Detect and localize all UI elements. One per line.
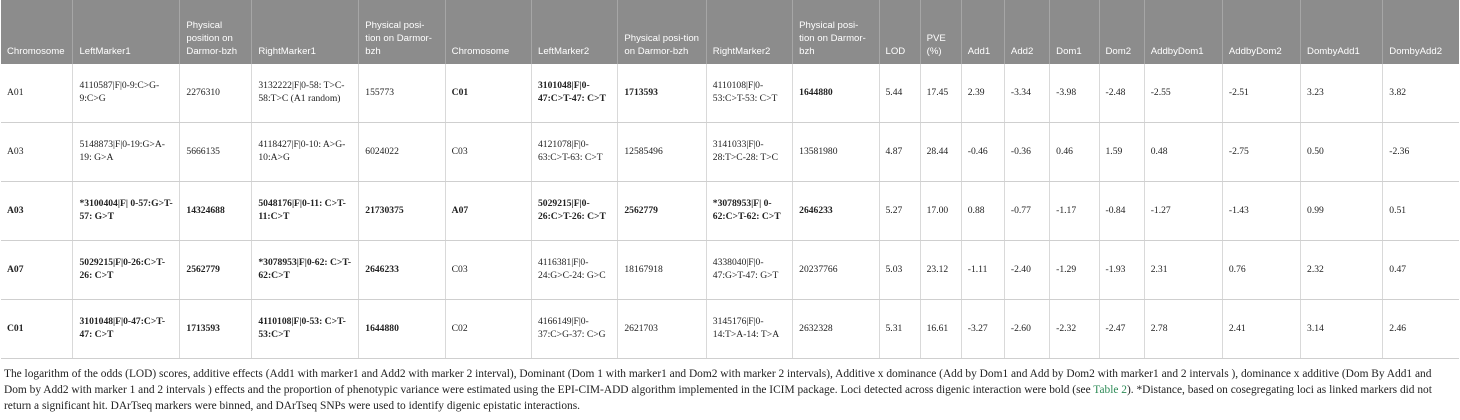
table-cell: 16.61 <box>920 300 961 359</box>
table-cell: 4110108|F|0-53:C>T-53: C>T <box>706 64 792 123</box>
table-cell: 1644880 <box>793 64 879 123</box>
table-cell: 4110587|F|0-9:C>G-9:C>G <box>73 64 180 123</box>
table-cell: -3.34 <box>1004 64 1049 123</box>
table-cell: 0.46 <box>1050 123 1099 182</box>
table-cell: -1.43 <box>1222 182 1300 241</box>
col-header: DombyAdd2 <box>1383 0 1459 64</box>
table-cell: 0.50 <box>1301 123 1383 182</box>
table-row <box>1 64 1459 123</box>
table-cell: 1.59 <box>1099 123 1144 182</box>
table-cell: A07 <box>445 182 531 241</box>
footnote-text: The logarithm of the odds (LOD) scores, additive effects (Add1 with marker1 and Add2 with marker 2 interval), Dominant (Dom 1 with marker1 and Dom2 with marker 2 intervals), Additive x dominance (Add by Dom1 and Add by Dom2 with marker1 and 2 intervals ), dominance x additive (Dom By Add1 and Dom by Add2 with marker 1 and 2 intervals ) effects and the proportion of phenotypic variance were estimated using the EPI-CIM-ADD algorithm implemented in the ICIM package. Loci detected across digenic interaction were bold (see <box>4 368 1432 397</box>
col-header: Dom2 <box>1099 0 1144 64</box>
table-cell: 5.44 <box>879 64 920 123</box>
table-cell: 3.23 <box>1301 64 1383 123</box>
table-cell: 2.41 <box>1222 300 1300 359</box>
table-cell: 23.12 <box>920 241 961 300</box>
table-cell: -2.36 <box>1383 123 1459 182</box>
table-cell: -2.47 <box>1099 300 1144 359</box>
table-body <box>1 64 1459 359</box>
table-row <box>1 123 1459 182</box>
table-cell: C01 <box>445 64 531 123</box>
table-cell: -2.60 <box>1004 300 1049 359</box>
table-cell: 2.39 <box>961 64 1004 123</box>
col-header: LOD <box>879 0 920 64</box>
table-cell: -0.84 <box>1099 182 1144 241</box>
table-cell: 5029215|F|0-26:C>T-26: C>T <box>73 241 180 300</box>
table-cell: 1713593 <box>180 300 252 359</box>
col-header: Dom1 <box>1050 0 1099 64</box>
table-cell: A03 <box>1 182 73 241</box>
table-cell: A07 <box>1 241 73 300</box>
col-header: Add2 <box>1004 0 1049 64</box>
table-cell: -1.93 <box>1099 241 1144 300</box>
col-header: DombyAdd1 <box>1301 0 1383 64</box>
col-header: Chromosome <box>1 0 73 64</box>
col-header: Physical posi-tion on Darmor-bzh <box>793 0 879 64</box>
table-cell: 0.88 <box>961 182 1004 241</box>
table-cell: 13581980 <box>793 123 879 182</box>
table-cell: -1.29 <box>1050 241 1099 300</box>
table-cell: 3101048|F|0-47:C>T-47: C>T <box>73 300 180 359</box>
table-cell: 2562779 <box>180 241 252 300</box>
table-cell: 5048176|F|0-11: C>T-11:C>T <box>252 182 359 241</box>
col-header: RightMarker2 <box>706 0 792 64</box>
table-cell: 14324688 <box>180 182 252 241</box>
table-cell: 21730375 <box>359 182 445 241</box>
col-header: PVE (%) <box>920 0 961 64</box>
col-header: AddbyDom2 <box>1222 0 1300 64</box>
footnote-text-end: ). *Distance, based on cosegregating loci as linked markers did not return a significant hit. DArTseq markers were binned, and DArTseq SNPs were used to identify digenic epistatic interactions. <box>4 384 1432 413</box>
table-cell: -1.11 <box>961 241 1004 300</box>
table-cell: 2632328 <box>793 300 879 359</box>
table-cell: 4166149|F|0-37:C>G-37: C>G <box>532 300 618 359</box>
table-cell: 3132222|F|0-58: T>C-58:T>C (A1 random) <box>252 64 359 123</box>
table-cell: 2562779 <box>618 182 706 241</box>
table-cell: -0.36 <box>1004 123 1049 182</box>
table-cell: 2646233 <box>359 241 445 300</box>
table-cell: -0.77 <box>1004 182 1049 241</box>
table-cell: 3145176|F|0-14:T>A-14: T>A <box>706 300 792 359</box>
table-cell: 17.00 <box>920 182 961 241</box>
table-cell: -2.75 <box>1222 123 1300 182</box>
table-cell: 3.14 <box>1301 300 1383 359</box>
table-cell: -1.27 <box>1144 182 1222 241</box>
table-cell: -2.40 <box>1004 241 1049 300</box>
table-cell: *3100404|F| 0-57:G>T-57: G>T <box>73 182 180 241</box>
table-cell: 5.31 <box>879 300 920 359</box>
table-cell: 2.78 <box>1144 300 1222 359</box>
table-cell: -0.46 <box>961 123 1004 182</box>
table-cell: 4.87 <box>879 123 920 182</box>
table-footnote <box>0 359 1460 415</box>
table-cell: 0.48 <box>1144 123 1222 182</box>
table-cell: -1.17 <box>1050 182 1099 241</box>
table-cell: 4116381|F|0-24:G>C-24: G>C <box>532 241 618 300</box>
col-header: Chromosome <box>445 0 531 64</box>
table-cell: -2.48 <box>1099 64 1144 123</box>
table-cell: -3.27 <box>961 300 1004 359</box>
table-cell: 12585496 <box>618 123 706 182</box>
table-cell: 2646233 <box>793 182 879 241</box>
col-header: LeftMarker2 <box>532 0 618 64</box>
table-cell: 2.32 <box>1301 241 1383 300</box>
col-header: Add1 <box>961 0 1004 64</box>
table-cell: 18167918 <box>618 241 706 300</box>
col-header: LeftMarker1 <box>73 0 180 64</box>
table-cell: 3101048|F|0-47:C>T-47: C>T <box>532 64 618 123</box>
table-cell: 17.45 <box>920 64 961 123</box>
table-row <box>1 241 1459 300</box>
table-cell: -2.51 <box>1222 64 1300 123</box>
table-cell: A03 <box>1 123 73 182</box>
table-cell: 2.46 <box>1383 300 1459 359</box>
table-cell: *3078953|F| 0-62:C>T-62: C>T <box>706 182 792 241</box>
header-row <box>1 0 1459 64</box>
table-cell: 4110108|F|0-53: C>T-53:C>T <box>252 300 359 359</box>
table-cell: 5.03 <box>879 241 920 300</box>
table-cell: 1644880 <box>359 300 445 359</box>
table-cell: 155773 <box>359 64 445 123</box>
table-cell: 2.31 <box>1144 241 1222 300</box>
table-cell: 0.51 <box>1383 182 1459 241</box>
table-cell: 5.27 <box>879 182 920 241</box>
table-cell: 1713593 <box>618 64 706 123</box>
table-cell: C01 <box>1 300 73 359</box>
table-cell: 5029215|F|0-26:C>T-26: C>T <box>532 182 618 241</box>
table-cell: -2.55 <box>1144 64 1222 123</box>
table-row <box>1 182 1459 241</box>
table-cell: 2621703 <box>618 300 706 359</box>
table-cell: 6024022 <box>359 123 445 182</box>
table-cell: 3141033|F|0-28:T>C-28: T>C <box>706 123 792 182</box>
table-cell: 4338040|F|0-47:G>T-47: G>T <box>706 241 792 300</box>
table-cell: C03 <box>445 123 531 182</box>
col-header: Physical position on Darmor-bzh <box>180 0 252 64</box>
table-cell: *3078953|F|0-62: C>T-62:C>T <box>252 241 359 300</box>
table-cell: A01 <box>1 64 73 123</box>
col-header: RightMarker1 <box>252 0 359 64</box>
table-cell: C03 <box>445 241 531 300</box>
table-cell: 2276310 <box>180 64 252 123</box>
table-cell: 5148873|F|0-19:G>A-19: G>A <box>73 123 180 182</box>
table-cell: 5666135 <box>180 123 252 182</box>
col-header: Physical posi-tion on Darmor-bzh <box>618 0 706 64</box>
col-header: AddbyDom1 <box>1144 0 1222 64</box>
table-cell: 0.99 <box>1301 182 1383 241</box>
table-row <box>1 300 1459 359</box>
table-cell: 20237766 <box>793 241 879 300</box>
table-cell: 28.44 <box>920 123 961 182</box>
table-cell: 3.82 <box>1383 64 1459 123</box>
table-cell: -2.32 <box>1050 300 1099 359</box>
table-cell: 0.76 <box>1222 241 1300 300</box>
table-cell: C02 <box>445 300 531 359</box>
col-header: Physical posi-tion on Darmor-bzh <box>359 0 445 64</box>
table-cell: 4118427|F|0-10: A>G-10:A>G <box>252 123 359 182</box>
table-cell: -3.98 <box>1050 64 1099 123</box>
table-cell: 0.47 <box>1383 241 1459 300</box>
table-cell: 4121078|F|0-63:C>T-63: C>T <box>532 123 618 182</box>
results-table <box>1 0 1459 359</box>
table-2-link[interactable]: Table 2 <box>1093 384 1127 397</box>
